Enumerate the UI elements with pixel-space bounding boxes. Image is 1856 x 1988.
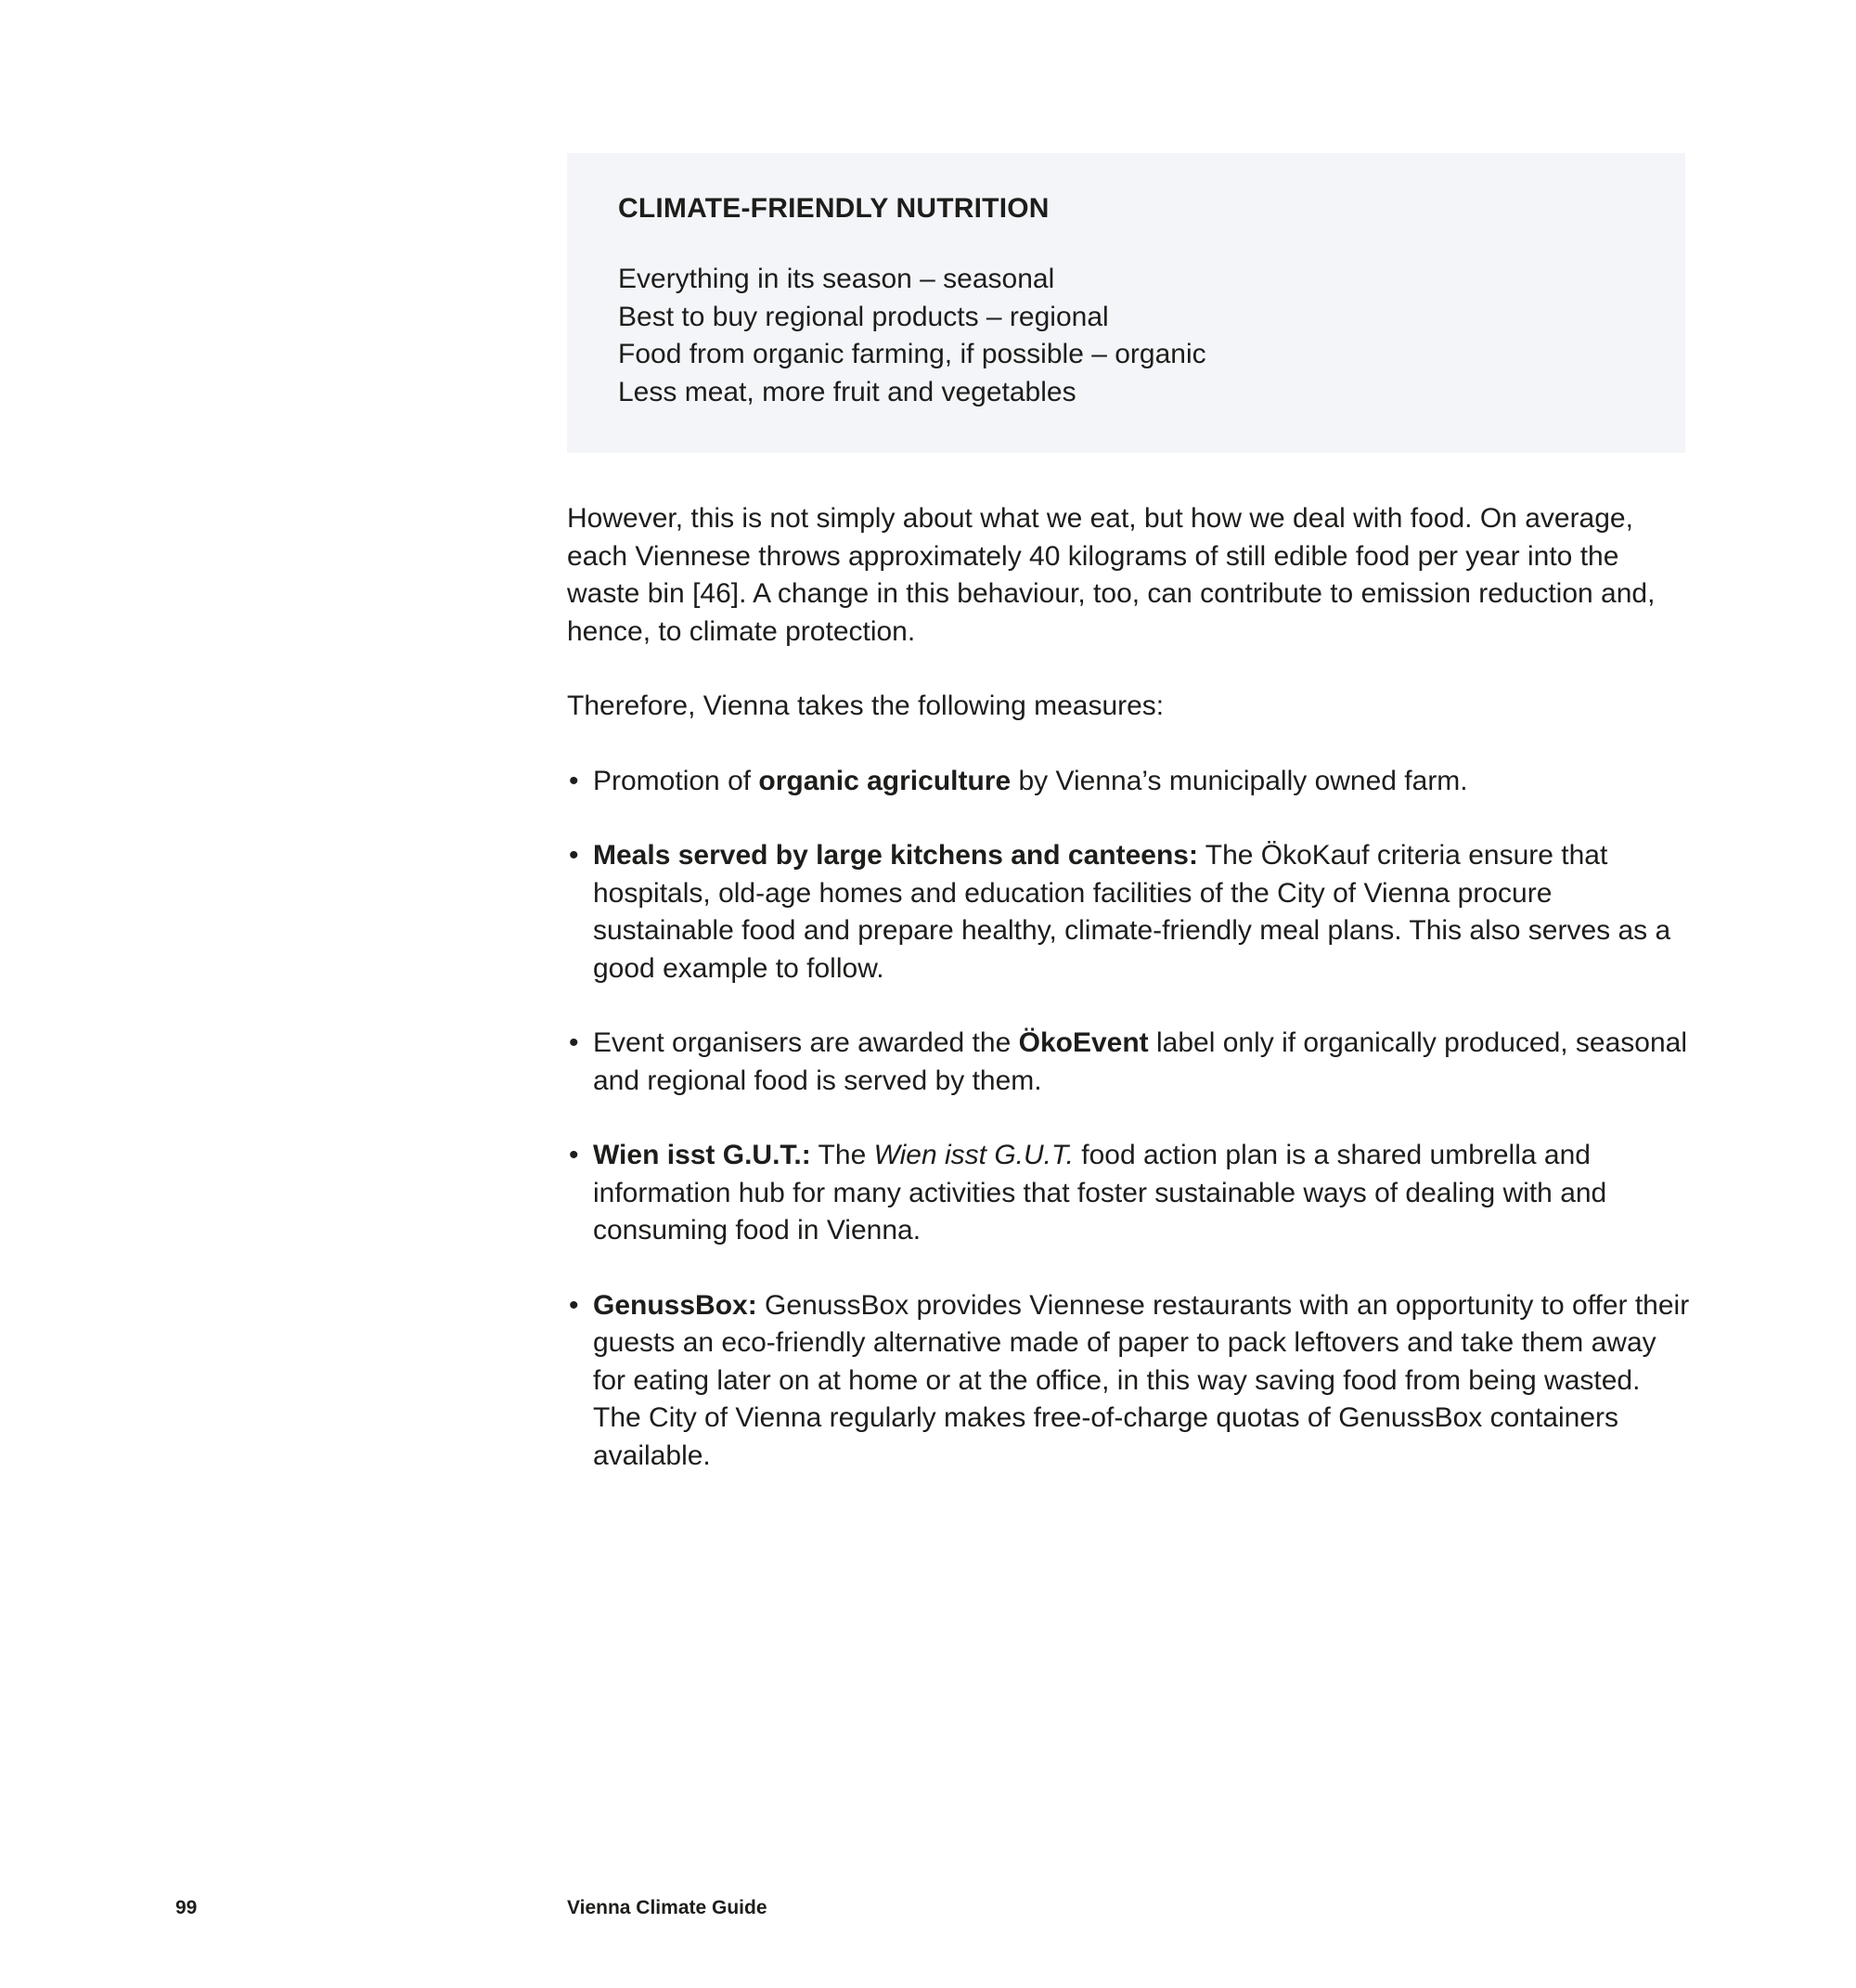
bullet-icon: • [569,1289,579,1321]
bullet-icon: • [569,1140,579,1170]
measure-item-okoevent [567,1025,1690,1100]
measure-item-canteens [567,837,1690,988]
measure-text: Event organisers are awarded the [593,1027,1019,1058]
measure-item-genussbox [567,1287,1690,1476]
measure-text: GenussBox provides Viennese restaurants with an opportunity to offer their guests an eco-friendly alternative made of paper to pack leftovers and take them away for eating later on at home or at the office, in this way saving food from being wasted. The City of Vienna regularly makes free-of-charge quotas of GenussBox containers available. [593,1289,1690,1471]
infobox-line-seasonal: Everything in its season – seasonal [618,264,1055,294]
measures-list [567,763,1690,1476]
measure-bold: organic agriculture [758,765,1012,796]
measure-bold: GenussBox: [593,1289,757,1321]
measure-italic: Wien isst G.U.T. [873,1140,1074,1170]
bullet-icon: • [569,1027,579,1058]
document-title: Vienna Climate Guide [567,1897,767,1918]
bullet-icon: • [569,840,579,871]
measure-text: food action plan is a shared umbrella and information hub for many activities that foster sustainable ways of dealing with and consuming food in Vienna. [593,1140,1607,1246]
measure-text: Promotion of [593,765,759,796]
bullet-icon: • [569,765,579,796]
page-number: 99 [175,1897,198,1918]
measure-bold: ÖkoEvent [1018,1027,1149,1058]
infobox-line-less-meat: Less meat, more fruit and vegetables [618,376,1076,407]
main-text [567,500,1690,1512]
measure-text: The ÖkoKauf criteria ensure that hospitals, old-age homes and education facilities of the City of Vienna procure sustainable food and prepare healthy, climate-friendly meal plans. This also serves as a good example to follow. [593,840,1671,984]
measure-text: The [810,1140,874,1170]
measures-intro: Therefore, Vienna takes the following measures: [567,691,1165,721]
measure-item-wien-isst-gut [567,1137,1690,1250]
infobox-title: CLIMATE-FRIENDLY NUTRITION [618,193,1050,224]
measure-bold: Meals served by large kitchens and canteens: [593,840,1198,871]
intro-paragraph: However, this is not simply about what we eat, but how we deal with food. On average, each Viennese throws approximately 40 kilograms of still edible food per year into the waste bin [46]. A change in this behaviour, too, can contribute to emission reduction and, hence, to climate protection. [567,503,1656,647]
measure-text: label only if organically produced, seasonal and regional food is served by them. [593,1027,1688,1096]
measure-bold: Wien isst G.U.T.: [593,1140,811,1170]
infobox-line-regional: Best to buy regional products – regional [618,301,1109,332]
measure-item-organic-agriculture [567,763,1690,801]
climate-nutrition-infobox [567,153,1685,453]
measure-text: by Vienna’s municipally owned farm. [1011,765,1468,796]
infobox-line-organic: Food from organic farming, if possible – organic [618,339,1206,369]
